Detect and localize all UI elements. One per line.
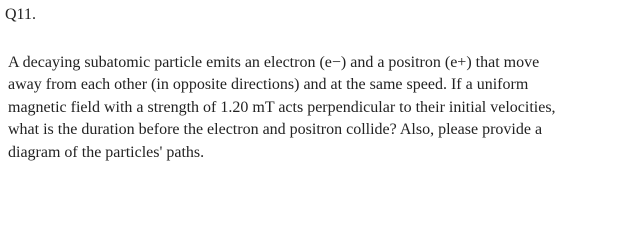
question-text-line: diagram of the particles' paths.	[8, 143, 205, 161]
question-text-line: magnetic field with a strength of 1.20 mT acts perpendicular to their initial velocities,	[8, 98, 556, 116]
question-number: Q11.	[5, 6, 36, 23]
question-text-line: what is the duration before the electron and positron collide? Also, please provide a	[8, 121, 543, 139]
question-text	[8, 52, 632, 164]
question-text-line: away from each other (in opposite directions) and at the same speed. If a uniform	[8, 76, 529, 94]
question-text-line: A decaying subatomic particle emits an electron (e−) and a positron (e+) that move	[8, 54, 540, 71]
